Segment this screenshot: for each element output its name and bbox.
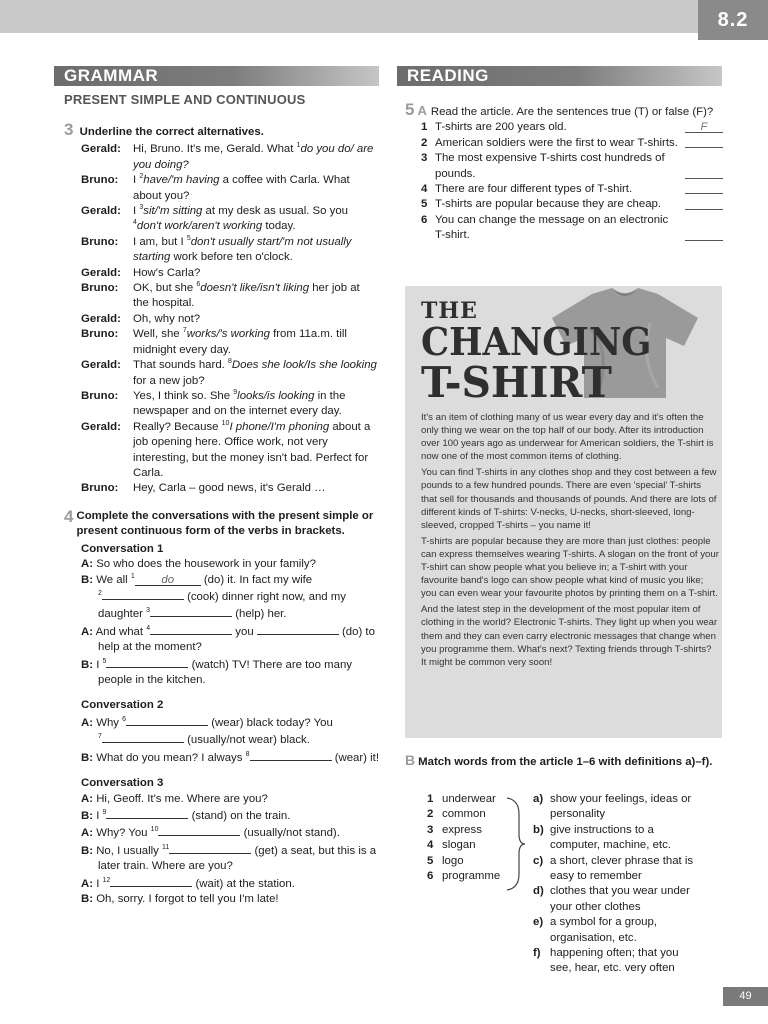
exercise-4-title <box>64 509 384 540</box>
word-text: logo <box>442 854 464 867</box>
answer-blank <box>102 731 184 743</box>
answer-blank <box>257 623 339 635</box>
conversation-line: B: I $^9$ (stand) on the train. <box>64 807 384 824</box>
dialogue-line: Bruno: Yes, I think so. She $^9$looks/is looking in the newspaper and on the internet every day. <box>81 389 346 418</box>
answer-blank <box>169 842 251 854</box>
dialogue-line: Gerald: Really? Because $^{10}$I phone/I'm phoning about a job opening here. Office work, not very interesting, but the money isn't bad. Perfect for Carla. <box>81 419 371 479</box>
true-false-item <box>405 213 723 244</box>
exercise-number: 5 <box>405 100 415 119</box>
exercise-letter: A <box>417 103 427 118</box>
exercise-4-instruction: Complete the conversations with the present simple or present continuous form of the verbs in brackets. <box>76 510 374 538</box>
item-number: 2 <box>421 136 428 149</box>
dialogue <box>64 142 384 496</box>
answer-field[interactable] <box>685 199 723 210</box>
dialogue-line: Bruno: Well, she $^7$works/'s working from 11a.m. till midnight every day. <box>81 327 347 356</box>
conversation-line: A: So who does the housework in your family? <box>81 558 316 571</box>
exercise-3 <box>64 122 384 497</box>
word-number: 1 <box>427 793 434 805</box>
definition-text: show your feelings, ideas or personality <box>550 793 692 821</box>
exercise-letter: B <box>405 752 416 768</box>
dialogue-line: Bruno: I $^2$have/'m having a coffee with Carla. What about you? <box>81 173 350 202</box>
item-number: 5 <box>421 198 428 211</box>
conversation-1-heading: Conversation 1 <box>81 542 164 555</box>
conversation-line: B: No, I usually $^{11}$ (get) a seat, but this is a <box>64 842 384 859</box>
word-number: 2 <box>427 808 434 821</box>
exercise-b-instruction: Match words from the article 1–6 with definitions a)–f). <box>418 756 713 768</box>
word-number: 4 <box>427 839 434 852</box>
conversation-line: A: Why $^6$ (wear) black today? You <box>64 714 384 731</box>
exercise-3-instruction: Underline the correct alternatives. <box>79 126 264 138</box>
conversation-line: B: I $^5$ (watch) TV! There are too many <box>64 656 384 673</box>
answer-field[interactable] <box>685 168 723 179</box>
article-paragraph: You can find T-shirts in any clothes shop and they cost between a few pounds to a few hundred pounds. There are even 'special' T-shirts that sell for thousands and thousands of pounds. And there are lots of different kinds of T-shirts: V-necks, U-necks, short-sleeved, long-sleeved, cropped T-shirts – you name it! <box>421 467 717 531</box>
word-text: slogan <box>442 839 476 852</box>
item-text: There are four different types of T-shirt. <box>435 183 633 196</box>
word-text: programme <box>442 870 501 883</box>
article-body <box>421 411 719 672</box>
exercise-5-instruction: Read the article. Are the sentences true (T) or false (F)? <box>430 106 714 118</box>
answer-blank <box>150 605 232 617</box>
definition-text: a symbol for a group, organisation, etc. <box>550 916 657 944</box>
answer-field[interactable] <box>685 183 723 194</box>
item-number: 4 <box>421 183 428 196</box>
word-text: common <box>442 808 486 821</box>
exercise-4 <box>64 509 384 907</box>
definition-letter: a) <box>533 793 544 805</box>
answer-blank <box>150 623 232 635</box>
definition-letter: e) <box>533 916 544 929</box>
definition-text: clothes that you wear under your other clothes <box>550 885 690 913</box>
conversation-line: daughter $^3$ (help) her. <box>64 605 384 622</box>
definition-letter: b) <box>533 823 544 836</box>
conversation-line: $^7$ (usually/not wear) black. <box>64 731 384 748</box>
dialogue-line: Bruno: I am, but I $^5$don't usually start/'m not usually starting work before ten o'clock. <box>81 235 352 264</box>
answer-field[interactable] <box>685 230 723 241</box>
definition-letter: d) <box>533 885 544 898</box>
answer-blank <box>126 714 208 726</box>
true-false-item <box>405 136 723 151</box>
match-definition <box>533 884 703 915</box>
answer-blank <box>106 807 188 819</box>
item-text: The most expensive T-shirts cost hundreds of pounds. <box>435 152 665 180</box>
answer-blank <box>106 656 188 668</box>
item-text: T-shirts are popular because they are cheap. <box>435 198 662 211</box>
article-title <box>421 298 669 407</box>
word-number: 3 <box>427 823 434 836</box>
true-false-item <box>405 120 723 135</box>
conversation-line: help at the moment? <box>98 641 202 654</box>
true-false-item <box>405 197 723 212</box>
word-text: express <box>442 823 482 836</box>
conversation-line: B: Oh, sorry. I forgot to tell you I'm late! <box>81 892 279 905</box>
conversation-line: A: Why? You $^{10}$ (usually/not stand). <box>64 824 384 841</box>
exercise-b-title <box>405 753 723 770</box>
word-text: underwear <box>442 793 496 805</box>
definition-letter: f) <box>533 947 541 960</box>
conversation-2-heading: Conversation 2 <box>81 699 164 712</box>
brace-icon <box>505 794 529 894</box>
match-definition <box>533 854 703 885</box>
article-title-line-1: THE <box>421 298 478 324</box>
article-paragraph: And the latest step in the development of the most popular item of clothing in the world? Electronic T-shirts. They light up when you wear them and they can even carry electronic messages that change when you programme them. What's next? Texting friends through T-shirts? It might be common very soon! <box>421 604 718 668</box>
match-definition <box>533 823 703 854</box>
conversation-3-heading: Conversation 3 <box>81 777 164 790</box>
page-number: 49 <box>723 987 768 1006</box>
article-box <box>405 286 722 738</box>
dialogue-line: Bruno: Hey, Carla – good news, it's Gerald … <box>81 482 326 495</box>
dialogue-line: Gerald: How's Carla? <box>81 266 201 279</box>
conversation-line: B: We all $^1$ do (do) it. In fact my wife <box>81 572 313 586</box>
article-paragraph: T-shirts are popular because they are more than just clothes: people can express themselves wearing T-shirts. A slogan on the front of your T-shirt can show people what you believe in; a T-shirt with your favourite band's logo can show people what kind of music you like; you can even wear your favourite photos by printing them on a T-shirt. <box>421 535 719 600</box>
item-text: T-shirts are 200 years old. <box>435 121 567 134</box>
item-number: 6 <box>421 213 428 226</box>
match-definition <box>533 792 703 823</box>
grammar-header: GRAMMAR <box>54 66 379 86</box>
true-false-item <box>405 151 723 182</box>
exercise-number: 3 <box>64 120 74 139</box>
definition-letter: c) <box>533 854 544 867</box>
true-false-item <box>405 182 723 197</box>
conversation-line: A: And what $^4$ you (do) to <box>64 623 384 640</box>
conversation-line: A: I $^{12}$ (wait) at the station. <box>64 875 384 892</box>
dialogue-line: Gerald: I $^3$sit/'m sitting at my desk as usual. So you $^4$don't work/aren't working today. <box>81 204 349 233</box>
definition-text: a short, clever phrase that is easy to remember <box>550 854 694 883</box>
word-number: 5 <box>427 854 434 867</box>
dialogue-line: Gerald: That sounds hard. $^8$Does she look/Is she looking for a new job? <box>81 358 377 387</box>
top-band <box>0 0 768 33</box>
dialogue-line: Gerald: Hi, Bruno. It's me, Gerald. What $^1$do you do/ are you doing? <box>81 142 374 171</box>
exercise-5-title <box>405 102 723 120</box>
answer-blank <box>110 875 192 887</box>
dialogue-line: Bruno: OK, but she $^6$doesn't like/isn't liking her job at the hospital. <box>81 281 360 310</box>
item-text: American soldiers were the first to wear T-shirts. <box>435 136 678 149</box>
answer-blank <box>158 824 240 836</box>
article-title-line-3: T-SHIRT <box>421 358 612 407</box>
definition-text: happening often; that you see, hear, etc. very often <box>550 947 679 975</box>
answer-field[interactable]: F <box>685 122 723 133</box>
article-title-line-2: CHANGING <box>421 319 652 364</box>
article-paragraph: It's an item of clothing many of us wear every day and it's often the only thing we wear on the top half of our body. After its introduction over 100 years ago as underwear for American soldiers, the T-shirt is now one of the most common items of clothing. <box>421 412 714 463</box>
dialogue-line: Gerald: Oh, why not? <box>81 312 201 325</box>
item-number: 1 <box>421 121 428 134</box>
conversation-line: people in the kitchen. <box>98 674 206 687</box>
reading-header: READING <box>397 66 722 86</box>
exercise-5 <box>405 102 723 244</box>
exercise-number: 4 <box>64 507 74 526</box>
answer-field[interactable] <box>685 137 723 148</box>
exercise-3-title <box>64 122 384 140</box>
true-false-list <box>405 120 723 243</box>
word-number: 6 <box>427 870 434 883</box>
answer-blank <box>102 588 184 600</box>
conversation-line: B: What do you mean? I always $^8$ (wear) it! <box>64 749 384 766</box>
grammar-subheader: PRESENT SIMPLE AND CONTINUOUS <box>64 92 306 107</box>
answer-blank: do <box>135 574 201 586</box>
conversation-line: later train. Where are you? <box>98 860 233 873</box>
item-number: 3 <box>421 152 428 165</box>
definition-text: give instructions to a computer, machine, etc. <box>550 823 671 852</box>
answer-blank <box>250 749 332 761</box>
exercise-b <box>405 753 723 770</box>
conversation-line: $^2$ (cook) dinner right now, and my <box>64 588 384 605</box>
unit-number: 8.2 <box>698 0 768 40</box>
item-text: You can change the message on an electronic T-shirt. <box>435 213 669 242</box>
match-definition <box>533 915 703 946</box>
match-definition <box>533 946 703 977</box>
definition-list <box>533 792 703 977</box>
conversation-line: A: Hi, Geoff. It's me. Where are you? <box>81 792 268 805</box>
